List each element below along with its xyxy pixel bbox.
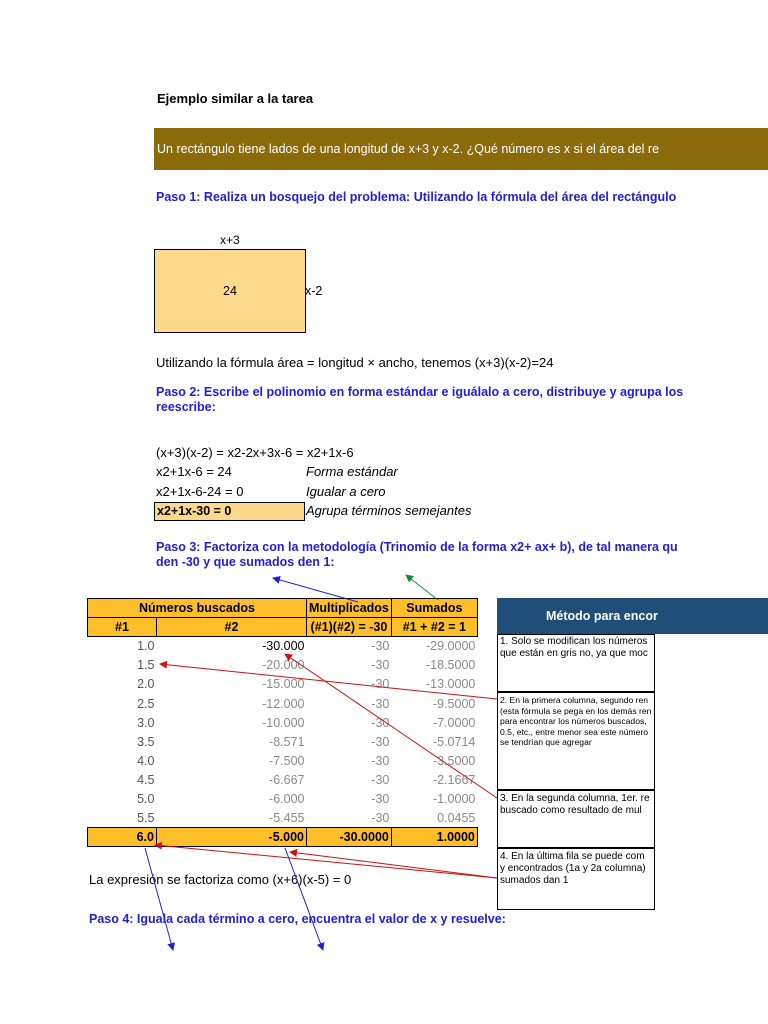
step-expr-2: x2+1x-6 = 24 [156, 464, 232, 479]
step-note-3: Igualar a cero [306, 484, 386, 499]
step2-heading-line1: Paso 2: Escribe el polinomio en forma estándar e iguálalo a cero, distribuye y agrupa los [156, 385, 684, 399]
step-expr-1: (x+3)(x-2) = x2-2x+3x-6 = x2+1x-6 [156, 445, 354, 460]
note-line: para encontrar los números buscados, [500, 716, 647, 726]
cell-product: -30 [371, 791, 390, 806]
blue-arrow-down-left [145, 848, 173, 950]
cell-sum: -29.0000 [426, 639, 476, 654]
note-line: 1. Solo se modifican los números [500, 636, 648, 647]
step-note-4: Agrupa términos semejantes [306, 503, 472, 518]
cell-sum: -7.0000 [432, 715, 476, 730]
cell-n1[interactable]: 4.0 [137, 753, 155, 768]
cell-n1[interactable]: 1.0 [137, 639, 155, 654]
note-line: (esta fórmula se pega en los demás ren [500, 705, 652, 716]
note-line: 0.5, etc., entre menor sea este número [500, 726, 649, 737]
step-expr-4-highlight: x2+1x-30 = 0 [154, 502, 305, 521]
note-line: 3. En la segunda columna, 1er. re [500, 793, 650, 804]
result-sum: 1.0000 [391, 828, 477, 847]
problem-banner: Un rectángulo tiene lados de una longitud de x+3 y x-2. ¿Qué número es x si el área del re [154, 128, 768, 170]
header-sum: #1 + #2 = 1 [391, 618, 477, 637]
note-line: sumados dan 1 [500, 875, 569, 886]
header-product: (#1)(#2) = -30 [307, 618, 392, 637]
red-arrow-to-second-column [285, 654, 497, 798]
step1-heading: Paso 1: Realiza un bosquejo del problema: Utilizando la fórmula del área del rectángulo [156, 190, 677, 204]
red-arrow-to-result-n2 [290, 852, 497, 878]
rectangle-area-label: 24 [223, 284, 237, 298]
header-multiplicados: Multiplicados [307, 599, 392, 618]
cell-sum: 0.0455 [437, 810, 476, 825]
header-n1: #1 [88, 618, 157, 637]
cell-sum: -13.0000 [426, 677, 476, 692]
cell-sum: -5.0714 [432, 734, 476, 749]
cell-sum: -2.1667 [432, 772, 476, 787]
result-n1: 6.0 [88, 828, 157, 847]
step4-heading: Paso 4: Iguala cada término a cero, encuentra el valor de x y resuelve: [89, 912, 506, 926]
note-line: 4. En la última fila se puede com [500, 851, 645, 862]
cell-sum: -18.5000 [426, 658, 476, 673]
header-n2: #2 [157, 618, 307, 637]
cell-n1[interactable]: 5.0 [137, 791, 155, 806]
cell-n2: -30.000 [262, 639, 305, 654]
sketch-side-label: x-2 [305, 284, 323, 298]
note-line: buscado como resultado de mul [500, 805, 642, 816]
cell-n1[interactable]: 1.5 [137, 658, 155, 673]
cell-n2: -10.000 [262, 715, 305, 730]
cell-product: -30 [371, 810, 390, 825]
cell-n1[interactable]: 2.5 [137, 696, 155, 711]
cell-n2: -12.000 [262, 696, 305, 711]
blue-arrow-to-step3 [273, 578, 358, 602]
cell-product: -30 [371, 715, 390, 730]
cell-n2: -6.667 [269, 772, 305, 787]
green-arrow-to-step3 [406, 575, 438, 600]
step3-heading-line1: Paso 3: Factoriza con la metodología (Trinomio de la forma x2+ ax+ b), de tal manera qu [156, 540, 678, 554]
red-arrow-to-result-n1 [155, 845, 497, 878]
note-line: se tendrían que agregar [500, 737, 592, 747]
cell-n1[interactable]: 3.5 [137, 734, 155, 749]
note-line: que están en gris no, ya que moc [500, 648, 648, 659]
note-line: 2. En la primera columna, segundo ren [500, 695, 649, 705]
cell-n1[interactable]: 5.5 [137, 810, 155, 825]
cell-product: -30 [371, 753, 390, 768]
sketch-top-label: x+3 [220, 233, 240, 247]
red-arrow-to-first-column [160, 664, 497, 699]
result-product: -30.0000 [307, 828, 392, 847]
cell-product: -30 [371, 696, 390, 711]
cell-n1[interactable]: 2.0 [137, 677, 155, 692]
cell-n2: -15.000 [262, 677, 305, 692]
header-numeros-buscados: Números buscados [88, 599, 307, 618]
step3-heading-line2: den -30 y que sumados den 1: [156, 555, 335, 569]
cell-n2: -8.571 [269, 734, 305, 749]
cell-product: -30 [371, 734, 390, 749]
header-sumados: Sumados [391, 599, 477, 618]
cell-n2: -20.000 [262, 658, 305, 673]
cell-product: -30 [371, 677, 390, 692]
page-title: Ejemplo similar a la tarea [157, 91, 314, 106]
cell-product: -30 [371, 772, 390, 787]
cell-n1[interactable]: 3.0 [137, 715, 155, 730]
cell-n1[interactable]: 4.5 [137, 772, 155, 787]
factor-line: La expresión se factoriza como (x+6)(x-5) = 0 [89, 872, 352, 887]
cell-sum: -3.5000 [432, 753, 476, 768]
cell-product: -30 [371, 658, 390, 673]
step-expr-3: x2+1x-6-24 = 0 [156, 484, 244, 499]
cell-product: -30 [371, 639, 390, 654]
cell-n2: -7.500 [269, 753, 305, 768]
cell-sum: -1.0000 [432, 791, 476, 806]
cell-n2: -5.455 [269, 810, 305, 825]
note-line: y encontrados (1a y 2a columna) [500, 863, 646, 874]
method-panel-title: Método para encor [497, 598, 768, 634]
step-note-2: Forma estándar [306, 464, 398, 479]
blue-arrow-down-right [285, 848, 323, 950]
result-n2: -5.000 [157, 828, 307, 847]
cell-n2: -6.000 [269, 791, 305, 806]
formula-line: Utilizando la fórmula área = longitud × ancho, tenemos (x+3)(x-2)=24 [156, 355, 554, 370]
step2-heading-line2: reescribe: [156, 400, 216, 414]
cell-sum: -9.5000 [432, 696, 476, 711]
